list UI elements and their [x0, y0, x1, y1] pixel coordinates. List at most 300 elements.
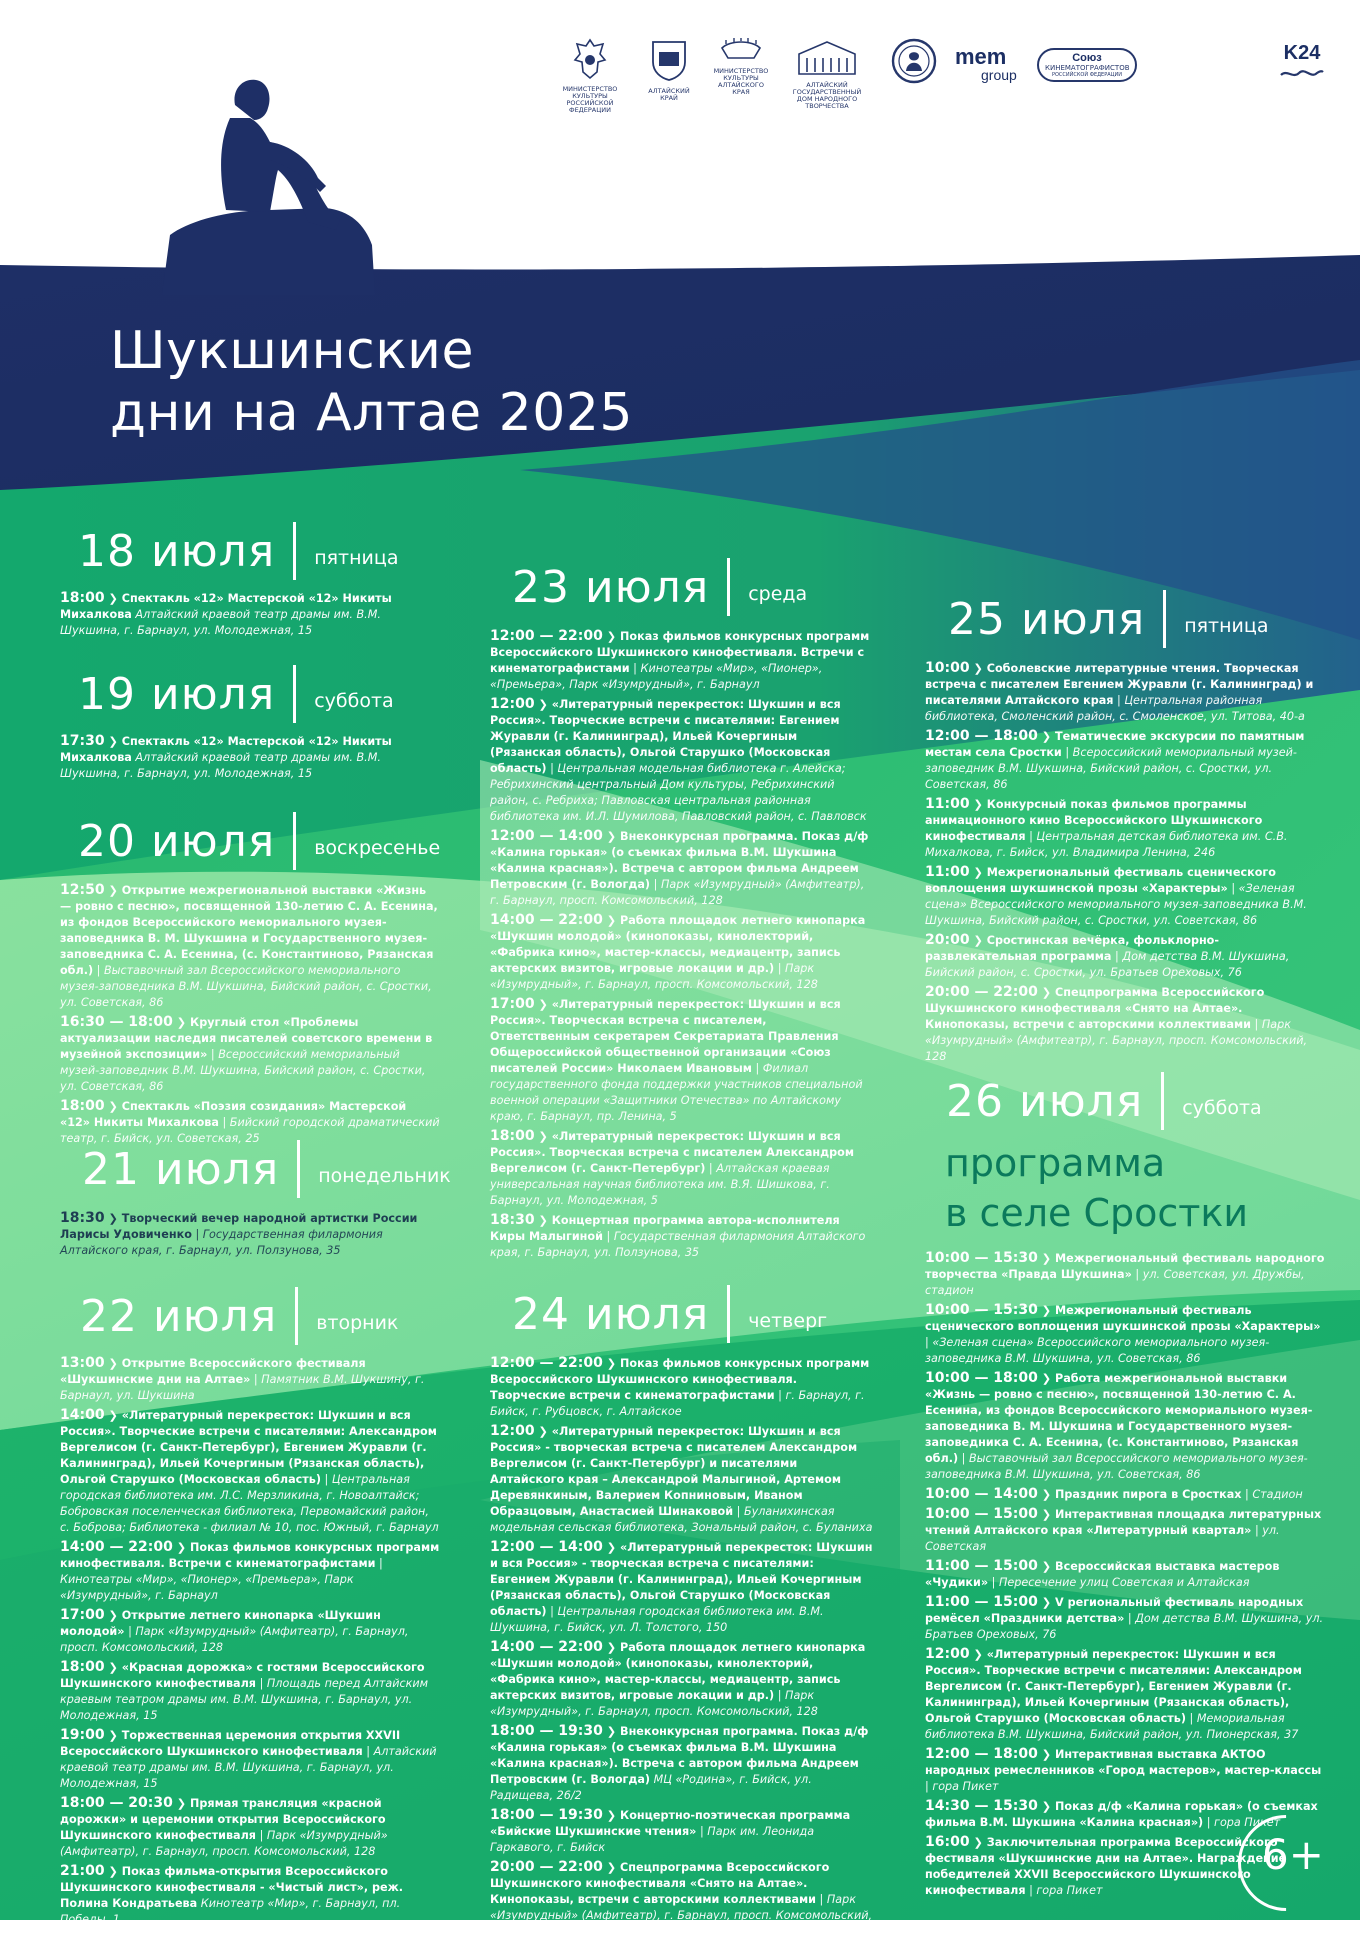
day-date: 26 июля: [946, 1075, 1144, 1127]
building-icon: [797, 38, 857, 76]
chevron-right-icon: ❯: [104, 884, 122, 897]
event-time: 12:00: [925, 1646, 970, 1662]
program-line-2: в селе Сростки: [945, 1191, 1249, 1235]
events-23: [490, 628, 870, 1264]
day-weekday: вторник: [316, 1312, 399, 1334]
chevron-right-icon: ❯: [1037, 1748, 1056, 1761]
event-item: [490, 1355, 875, 1420]
event-title: Соболевские литературные чтения. Творческая встреча с писателем Евгением Журавли (г. Калининград) и писателями Алтайского края: [925, 662, 1314, 707]
day-weekday: воскресенье: [314, 837, 441, 859]
event-place: | Всероссийский мемориальный музей-заповедник В.М. Шукшина, Бийский район, с. Сростки, ул. Советская, 86: [925, 746, 1297, 791]
event-title: Межрегиональный фестиваль народного творчества «Правда Шукшина»: [925, 1252, 1325, 1281]
day-date: 20 июля: [78, 815, 276, 867]
event-title: Работа площадок летнего кинопарка «Шукшин молодой» (кинопоказы, кинолекторий, «Фабрика кино», мастер-классы, медиацентр, запись актерских визитов, игровые локации и др.): [490, 914, 866, 975]
event-place: | Алтайский краевой театр драмы им. В.М. Шукшина, г. Барнаул, ул. Молодежная, 15: [60, 1745, 437, 1790]
chevron-right-icon: ❯: [969, 866, 987, 879]
seated-figure-silhouette: [150, 60, 390, 295]
event-time: 16:30 — 18:00: [60, 1014, 173, 1030]
event-item: [925, 1746, 1325, 1795]
chevron-right-icon: ❯: [602, 630, 621, 643]
event-item: [925, 1646, 1325, 1743]
chevron-right-icon: ❯: [104, 735, 122, 748]
event-place: | Дом детства В.М. Шукшина, Бийский район, с. Сростки, ул. Братьев Ореховых, 76: [925, 950, 1290, 979]
ministry-culture-russia-logo: [555, 38, 625, 114]
chevron-right-icon: ❯: [602, 1725, 621, 1738]
event-item: [490, 1128, 870, 1209]
event-title: «Литературный перекресток: Шукшин и вся Россия». Творческая встреча с писателем Александром Вергелисом (г. Санкт-Петербург): [490, 1130, 854, 1175]
event-title: Заключительная программа Всероссийского фестиваля «Шукшинские дни на Алтае». Награждение победителей XXVII Всероссийского Шукшинского кинофестиваля: [925, 1836, 1287, 1897]
event-item: [60, 1539, 440, 1604]
event-item: [60, 590, 430, 639]
events-25: [925, 660, 1320, 1068]
event-time: 10:00 — 15:30: [925, 1302, 1038, 1318]
event-time: 12:00 — 14:00: [490, 828, 603, 844]
day-divider: [1161, 1072, 1164, 1130]
event-title: Внеконкурсная программа. Показ д/ф «Калина горькая» (о съемках фильма В.М. Шукшина «Калина красная»). Встреча с автором фильма Андреем Петровским (г. Вологда): [490, 1725, 869, 1786]
event-time: 18:00: [490, 1128, 535, 1144]
event-time: 11:00 — 15:00: [925, 1558, 1038, 1574]
chevron-right-icon: ❯: [1037, 986, 1056, 999]
day-divider: [297, 1140, 300, 1198]
event-title: Показ фильмов конкурсных программ кинофестиваля. Встречи с кинематографистами: [60, 1541, 440, 1570]
event-time: 11:00: [925, 796, 970, 812]
event-item: [490, 1539, 875, 1636]
chevron-right-icon: ❯: [1037, 1560, 1056, 1573]
day-weekday: среда: [748, 583, 808, 605]
chevron-right-icon: ❯: [969, 934, 987, 947]
chevron-right-icon: ❯: [602, 1541, 621, 1554]
event-item: [490, 696, 870, 825]
event-item: [60, 1014, 440, 1095]
event-time: 11:00: [925, 864, 970, 880]
event-place: | Парк «Изумрудный» (Амфитеатр), г. Барнаул, просп. Комсомольский, 128: [60, 1829, 388, 1858]
chevron-right-icon: ❯: [1037, 1596, 1056, 1609]
event-place: | Филиал государственного фонда поддержки участников специальной военной операции «Защитники Отечества» по Алтайскому краю, г. Барнаул, пр. Ленина, 5: [490, 1062, 863, 1123]
event-item: [60, 1863, 440, 1928]
event-title: Тематические экскурсии по памятным местам села Сростки: [925, 730, 1305, 759]
event-item: [490, 1423, 875, 1536]
chevron-right-icon: ❯: [534, 1214, 552, 1227]
event-place: | Дом детства В.М. Шукшина, ул. Братьев Ореховых, 76: [925, 1612, 1324, 1641]
event-time: 19:00: [60, 1727, 105, 1743]
chevron-right-icon: ❯: [534, 1425, 552, 1438]
event-place: | гора Пикет: [1206, 1816, 1281, 1829]
event-title: Всероссийская выставка мастеров «Чудики»: [925, 1560, 1280, 1589]
event-time: 12:00: [490, 696, 535, 712]
event-place: | Площадь перед Алтайским краевым театром драмы им. В.М. Шукшина, г. Барнаул, ул. Молодежная, 15: [60, 1677, 429, 1722]
event-time: 14:00: [60, 1407, 105, 1423]
union-logo-caption: РОССИЙСКОЙ ФЕДЕРАЦИИ: [1051, 72, 1123, 78]
coat-of-arms-icon: [649, 38, 689, 82]
event-place: | Всероссийский мемориальный музей-заповедник В.М. Шукшина, Бийский район, с. Сростки, ул. Советская, 86: [60, 1048, 426, 1093]
event-title: V региональный фестиваль народных ремёсел «Праздники детства»: [925, 1596, 1304, 1625]
union-logo-title: Союз: [1072, 52, 1102, 64]
day-date: 23 июля: [512, 561, 710, 613]
event-item: [60, 1607, 440, 1656]
event-item: [60, 882, 440, 1011]
event-title: Внеконкурсная программа. Показ д/ф «Калина горькая» (о съемках фильма В.М. Шукшина «Калина красная»). Встреча с автором фильма Андреем Петровским (г. Вологда): [490, 830, 869, 891]
title-line-2: дни на Алтае 2025: [110, 383, 633, 443]
event-place: | Центральная городская библиотека им. В.М. Шукшина, г. Бийск, ул. Л. Толстого, 150: [490, 1605, 824, 1634]
event-place: | Алтайская краевая универсальная научная библиотека им. В.Я. Шишкова, г. Барнаул, ул. Молодежная, 5: [490, 1162, 830, 1207]
chevron-right-icon: ❯: [104, 1212, 122, 1225]
event-place: | Центральная модельная библиотека г. Алейска; Ребрихинский центральный Дом культуры, Ребрихинский район, с. Ребриха; Павловская центральная районная библиотека им. И.Л. Шумилова, Павловский район, с. Павловск: [490, 762, 867, 823]
event-item: [490, 1859, 875, 1940]
day-weekday: суббота: [1182, 1097, 1262, 1119]
event-item: [925, 660, 1320, 725]
day-divider: [727, 1285, 730, 1343]
event-time: 18:30: [60, 1210, 105, 1226]
festival-title: [110, 320, 633, 444]
altai-folk-art-house-logo: [787, 38, 867, 110]
day-divider: [1163, 590, 1166, 648]
event-place: | Парк им. Леонида Гаркавого, г. Бийск: [490, 1825, 815, 1854]
event-item: [490, 1807, 875, 1856]
chevron-right-icon: ❯: [1037, 1508, 1056, 1521]
chevron-right-icon: ❯: [534, 698, 552, 711]
event-time: 10:00: [925, 660, 970, 676]
event-item: [490, 1639, 875, 1720]
event-time: 18:00: [60, 590, 105, 606]
event-item: [60, 1407, 440, 1536]
event-title: Прямая трансляция «красной дорожки» и церемонии открытия Всероссийского Шукшинского кинофестиваля: [60, 1797, 386, 1842]
event-time: 14:30 — 15:30: [925, 1798, 1038, 1814]
chevron-right-icon: ❯: [1037, 1800, 1056, 1813]
event-time: 14:00 — 22:00: [490, 1639, 603, 1655]
event-place: | Парк «Изумрудный» (Амфитеатр), г. Барнаул, просп. Комсомольский, 128: [490, 878, 865, 907]
event-time: 12:00 — 22:00: [490, 628, 603, 644]
chevron-right-icon: ❯: [104, 1661, 122, 1674]
event-time: 10:00 — 15:30: [925, 1250, 1038, 1266]
event-place: | Парк «Изумрудный» (Амфитеатр), г. Барнаул, просп. Комсомольский, 128: [490, 1893, 873, 1938]
event-time: 18:00 — 20:30: [60, 1795, 173, 1811]
event-place: МЦ «Родина», г. Бийск, ул. Радищева, 26/2: [490, 1773, 812, 1802]
event-place: | Мемориальная библиотека В.М. Шукшина, Бийский район, ул. Пионерская, 37: [925, 1712, 1299, 1741]
event-time: 20:00: [925, 932, 970, 948]
eagle-emblem-icon: [573, 38, 607, 80]
event-item: [925, 864, 1320, 929]
chevron-right-icon: ❯: [1037, 1252, 1056, 1265]
event-title: Открытие Всероссийского фестиваля «Шукшинские дни на Алтае»: [60, 1357, 366, 1386]
logo3-caption: МИНИСТЕРСТВО КУЛЬТУРЫ АЛТАЙСКОГО КРАЯ: [713, 67, 769, 96]
chevron-right-icon: ❯: [534, 998, 552, 1011]
event-title: Работа площадок летнего кинопарка «Шукшин молодой» (кинопоказы, кинолекторий, «Фабрика кино», мастер-классы, медиацентр, запись актерских визитов, игровые локации и др.): [490, 1641, 866, 1702]
event-title: «Литературный перекресток: Шукшин и вся Россия» - творческая встреча с писателями: Евгением Журавли (г. Калининград), Ильей Кочергиным (Рязанская область), Ольгой Старушко (Московская область): [490, 1541, 873, 1618]
event-title: «Литературный перекресток: Шукшин и вся Россия». Творческие встречи с писателями: Александром Вергелисом (г. Санкт-Петербург), Евгением Журавли (г. Калининград), Ильей Кочергиным (Рязанская область), Ольгой Старушко (Московская область): [60, 1409, 437, 1486]
event-place: | Выставочный зал Всероссийского мемориального музея-заповедника В.М. Шукшина, ул. Советская, 86: [925, 1452, 1308, 1481]
chevron-right-icon: ❯: [602, 914, 621, 927]
event-place: | Парк «Изумрудный», г. Барнаул, просп. Комсомольский, 128: [490, 962, 818, 991]
day-header-21: [82, 1140, 451, 1198]
event-time: 10:00 — 18:00: [925, 1370, 1038, 1386]
event-item: [925, 1370, 1325, 1483]
events-21: [60, 1210, 440, 1262]
event-place: | Бийский городской драматический театр, г. Бийск, ул. Советская, 25: [60, 1116, 440, 1145]
event-place: | Государственная филармония Алтайского края, г. Барнаул, ул. Ползунова, 35: [490, 1230, 866, 1259]
logo4-caption: АЛТАЙСКИЙ ГОСУДАРСТВЕННЫЙ ДОМ НАРОДНОГО ТВОРЧЕСТВА: [792, 81, 862, 110]
day-header-23: [512, 558, 807, 616]
mem-group-logo: [955, 46, 1025, 82]
event-item: [60, 733, 430, 782]
chevron-right-icon: ❯: [969, 662, 987, 675]
chevron-right-icon: ❯: [602, 1357, 621, 1370]
day-weekday: четверг: [748, 1310, 828, 1332]
chevron-right-icon: ❯: [534, 1130, 552, 1143]
event-title: Сростинская вечёрка, фольклорно-развлекательная программа: [925, 934, 1220, 963]
event-title: Показ фильмов конкурсных программ Всероссийского Шукшинского кинофестиваля. Творческие встречи с кинематографистами: [490, 1357, 870, 1402]
event-title: Показ д/ф «Калина горькая» (о съемках фильма В.М. Шукшина «Калина красная»): [925, 1800, 1318, 1829]
event-time: 18:00 — 19:30: [490, 1807, 603, 1823]
day-header-22: [80, 1287, 398, 1345]
day-header-25: [948, 590, 1268, 648]
event-place: Алтайский краевой театр драмы им. В.М. Шукшина, г. Барнаул, ул. Молодежная, 15: [60, 608, 381, 637]
event-place: Алтайский краевой театр драмы им. В.М. Шукшина, г. Барнаул, ул. Молодежная, 15: [60, 751, 381, 780]
event-place: | гора Пикет: [1029, 1884, 1103, 1897]
event-title: «Литературный перекресток: Шукшин и вся Россия». Творческая встреча с писателем, Ответственным секретарем Секретариата Правления Общероссийской общественной организации «Союз писателей России» Николаем Ивановым: [490, 998, 841, 1075]
event-time: 17:00: [60, 1607, 105, 1623]
filmmakers-union-logo: [1037, 48, 1137, 82]
chevron-right-icon: ❯: [104, 1609, 122, 1622]
events-26: [925, 1250, 1325, 1902]
event-title: Межрегиональный фестиваль сценического воплощения шукшинской прозы «Характеры»: [925, 866, 1276, 895]
events-24: [490, 1355, 875, 1943]
events-18: [60, 590, 430, 642]
event-title: «Литературный перекресток: Шукшин и вся Россия». Творческие встречи с писателями: Евгением Журавли (г. Калининград), Ильей Кочергиным (Рязанская область), Ольгой Старушко (Московская область): [490, 698, 841, 775]
event-place: | «Зеленая сцена» Всероссийского мемориального музея-заповедника В.М. Шукшина, Бийский район, с. Сростки, ул. Советская, 86: [925, 882, 1307, 927]
event-place: | Парк «Изумрудный» (Амфитеатр), г. Барнаул, просп. Комсомольский, 128: [925, 1018, 1308, 1063]
event-title: Показ фильма-открытия Всероссийского Шукшинского кинофестиваля - «Чистый лист», реж. Полина Кондратьева: [60, 1865, 403, 1910]
event-item: [925, 1302, 1325, 1367]
event-item: [925, 728, 1320, 793]
event-item: [60, 1355, 440, 1404]
chevron-right-icon: ❯: [104, 1865, 122, 1878]
title-line-1: Шукшинские: [110, 321, 474, 381]
k24-logo-text: K24: [1283, 42, 1321, 64]
event-item: [490, 828, 870, 909]
wave-icon: [1279, 69, 1325, 79]
event-time: 20:00 — 22:00: [925, 984, 1038, 1000]
event-title: Конкурсный показ фильмов программы анимационного кино Всероссийского Шукшинского кинофестиваля: [925, 798, 1263, 843]
event-time: 18:00 — 19:30: [490, 1723, 603, 1739]
event-time: 11:00 — 15:00: [925, 1594, 1038, 1610]
day-divider: [727, 558, 730, 616]
event-title: «Красная дорожка» с гостями Всероссийского Шукшинского кинофестиваля: [60, 1661, 425, 1690]
event-time: 12:00 — 18:00: [925, 728, 1038, 744]
day-date: 25 июля: [948, 593, 1146, 645]
event-title: Работа межрегиональной выставки «Жизнь — ровно с песню», посвященной 130-летию С. А. Есенина, из фондов Всероссийского мемориального музея-заповедника В. М. Шукшина и Государственного музея-заповедника С. А. Есенина, (с. Константиново, Рязанская обл.): [925, 1372, 1313, 1465]
chevron-right-icon: ❯: [1037, 1488, 1056, 1501]
event-title: Праздник пирога в Сростках: [1055, 1488, 1242, 1501]
event-place: | Центральная городская библиотека им. Л.С. Мерзликина, г. Новоалтайск; Бобровская поселенческая библиотека, Первомайский район, с. Боброва; Библиотека - филиал № 10, пос. Южный, г. Барнаул: [60, 1473, 439, 1534]
chevron-right-icon: ❯: [969, 1648, 987, 1661]
event-item: [925, 1250, 1325, 1299]
event-title: Открытие летнего кинопарка «Шукшин молодой»: [60, 1609, 381, 1638]
events-19: [60, 733, 430, 785]
day-weekday: пятница: [314, 547, 399, 569]
event-title: Спецпрограмма Всероссийского Шукшинского кинофестиваля «Снято на Алтае». Кинопоказы, встречи с авторскими коллективами: [490, 1861, 830, 1906]
crown-icon: [720, 38, 762, 62]
day-divider: [295, 1287, 298, 1345]
event-place: | Парк «Изумрудный», г. Барнаул, просп. Комсомольский, 128: [490, 1689, 818, 1718]
event-title: Концертно-поэтическая программа «Бийские Шукшинские чтения»: [490, 1809, 851, 1838]
event-time: 16:00: [925, 1834, 970, 1850]
event-time: 10:00 — 15:00: [925, 1506, 1038, 1522]
event-title: Межрегиональный фестиваль сценического воплощения шукшинской прозы «Характеры»: [925, 1304, 1321, 1333]
event-item: [490, 628, 870, 693]
event-time: 17:30: [60, 733, 105, 749]
event-title: Открытие межрегиональной выставки «Жизнь — ровно с песню», посвященной 130-летию С. А. Есенина, из фондов Всероссийского мемориального музея-заповедника В. М. Шукшина и Государственного музея-заповедника С. А. Есенина, (с. Константиново, Рязанская обл.): [60, 884, 438, 977]
day-divider: [293, 665, 296, 723]
k24-logo: [1277, 42, 1327, 83]
chevron-right-icon: ❯: [969, 798, 987, 811]
ministry-culture-altai-logo: [713, 38, 769, 96]
chevron-right-icon: ❯: [602, 1861, 621, 1874]
event-title: Спецпрограмма Всероссийского Шукшинского кинофестиваля «Снято на Алтае». Кинопоказы, встречи с авторскими коллективами: [925, 986, 1265, 1031]
event-item: [925, 796, 1320, 861]
day-header-19: [78, 665, 394, 723]
event-place: | гора Пикет: [925, 1780, 999, 1793]
event-time: 20:00 — 22:00: [490, 1859, 603, 1875]
event-place: | Стадион: [1245, 1488, 1303, 1501]
program-line-1: программа: [945, 1141, 1166, 1185]
day-date: 24 июля: [512, 1288, 710, 1340]
logo2-caption: АЛТАЙСКИЙ КРАЙ: [648, 87, 690, 102]
event-place: | Парк «Изумрудный» (Амфитеатр), г. Барнаул, просп. Комсомольский, 128: [60, 1625, 409, 1654]
event-item: [60, 1659, 440, 1724]
logo1-caption: МИНИСТЕРСТВО КУЛЬТУРЫ РОССИЙСКОЙ ФЕДЕРАЦИИ: [562, 85, 618, 114]
chevron-right-icon: ❯: [172, 1797, 191, 1810]
day-date: 21 июля: [82, 1143, 280, 1195]
event-time: 12:00 — 22:00: [490, 1355, 603, 1371]
event-place: | ул. Советская, ул. Дружбы, стадион: [925, 1268, 1305, 1297]
event-item: [490, 1212, 870, 1261]
day-divider: [293, 812, 296, 870]
event-title: Спектакль «12» Мастерской «12» Никиты Михалкова: [60, 735, 392, 764]
event-title: Интерактивная выставка АКТОО народных ремесленников «Город мастеров», мастер-классы: [925, 1748, 1322, 1777]
group-logo-text: group: [981, 67, 1017, 83]
event-time: 12:00 — 14:00: [490, 1539, 603, 1555]
union-logo-subtitle: КИНЕМАТОГРАФИСТОВ: [1045, 64, 1130, 72]
shukshin-museum-logo: [889, 38, 939, 88]
chevron-right-icon: ❯: [104, 1357, 122, 1370]
event-item: [60, 1795, 440, 1860]
chevron-right-icon: ❯: [172, 1541, 191, 1554]
event-place: | Центральная районная библиотека, Смоленский район, с. Смоленское, ул. Титова, 40-а: [925, 694, 1305, 723]
srostki-program-heading: [945, 1138, 1248, 1238]
chevron-right-icon: ❯: [104, 592, 122, 605]
day-date: 22 июля: [80, 1290, 278, 1342]
event-time: 17:00: [490, 996, 535, 1012]
chevron-right-icon: ❯: [172, 1016, 191, 1029]
event-item: [490, 912, 870, 993]
event-item: [925, 1506, 1325, 1555]
events-20: [60, 882, 440, 1150]
event-title: Спектакль «12» Мастерской «12» Никиты Михалкова: [60, 592, 392, 621]
event-time: 21:00: [60, 1863, 105, 1879]
event-place: | Государственная филармония Алтайского края, г. Барнаул, ул. Ползунова, 35: [60, 1228, 383, 1257]
chevron-right-icon: ❯: [602, 1641, 621, 1654]
altai-krai-logo: [643, 38, 695, 102]
chevron-right-icon: ❯: [602, 830, 621, 843]
chevron-right-icon: ❯: [969, 1836, 987, 1849]
event-time: 12:00: [490, 1423, 535, 1439]
event-place: | Памятник В.М. Шукшину, г. Барнаул, ул. Шукшина: [60, 1373, 425, 1402]
chevron-right-icon: ❯: [104, 1409, 122, 1422]
event-time: 12:50: [60, 882, 105, 898]
event-place: | Кинотеатры «Мир», «Пионер», «Премьера», Парк «Изумрудный», г. Барнаул: [490, 662, 823, 691]
day-header-26: [946, 1072, 1262, 1130]
event-place: | г. Барнаул, г. Бийск, г. Рубцовск, г. Алтайское: [490, 1389, 865, 1418]
event-place: | ул. Советская: [925, 1524, 1280, 1553]
chevron-right-icon: ❯: [104, 1729, 122, 1742]
event-item: [925, 1558, 1325, 1591]
chevron-right-icon: ❯: [1037, 1372, 1056, 1385]
event-place: | Буланихинская модельная сельская библиотека, Зональный район, с. Буланиха: [490, 1505, 873, 1534]
age-rating: 6+: [1262, 1830, 1324, 1879]
event-time: 18:00: [60, 1659, 105, 1675]
event-title: «Литературный перекресток: Шукшин и вся Россия». Творческие встречи с писателями: Александром Вергелисом (г. Санкт-Петербург), Евгением Журавли (г. Калининград), Ильей Кочергиным (Рязанская область), Ольгой Старушко (Московская область): [925, 1648, 1302, 1725]
day-weekday: суббота: [314, 690, 394, 712]
day-header-20: [78, 812, 440, 870]
day-header-24: [512, 1285, 827, 1343]
event-title: Спектакль «Поэзия созидания» Мастерской «12» Никиты Михалкова: [60, 1100, 407, 1129]
event-item: [60, 1727, 440, 1792]
event-item: [925, 1486, 1325, 1503]
event-item: [925, 1594, 1325, 1643]
day-weekday: понедельник: [318, 1165, 451, 1187]
event-item: [925, 932, 1320, 981]
partner-logos: [555, 38, 1335, 118]
event-place: | Выставочный зал Всероссийского мемориального музея-заповедника В.М. Шукшина, Бийский район, с. Сростки, ул. Советская, 86: [60, 964, 432, 1009]
event-item: [490, 996, 870, 1125]
event-time: 13:00: [60, 1355, 105, 1371]
day-header-18: [78, 522, 398, 580]
event-time: 12:00 — 18:00: [925, 1746, 1038, 1762]
event-title: Интерактивная площадка литературных чтений Алтайского края «Литературный квартал»: [925, 1508, 1322, 1537]
event-time: 18:00: [60, 1098, 105, 1114]
event-place: | Пересечение улиц Советская и Алтайская: [991, 1576, 1250, 1589]
event-title: Концертная программа автора-исполнителя Киры Малыгиной: [490, 1214, 840, 1243]
event-title: Творческий вечер народной артистки России Ларисы Удовиченко: [60, 1212, 418, 1241]
event-time: 18:30: [490, 1212, 535, 1228]
round-portrait-emblem-icon: [891, 38, 937, 84]
event-title: «Литературный перекресток: Шукшин и вся Россия» - творческая встреча с писателем Александром Вергелисом (г. Санкт-Петербург) и писателями Алтайского края – Александрой Малыгиной, Артемом Деревянкиным, Валерием Копниновым, Иваном Образцовым, Анастасией Шинаковой: [490, 1425, 858, 1518]
event-time: 14:00 — 22:00: [490, 912, 603, 928]
event-place: | «Зеленая сцена» Всероссийского мемориального музея-заповедника В.М. Шукшина, ул. Советская, 86: [925, 1336, 1270, 1365]
event-title: Торжественная церемония открытия XXVII Всероссийского Шукшинского кинофестиваля: [60, 1729, 401, 1758]
events-22: [60, 1355, 440, 1931]
chevron-right-icon: ❯: [1037, 1304, 1056, 1317]
event-place: Кинотеатр «Мир», г. Барнаул, пл. Победы, 1: [60, 1897, 401, 1926]
event-title: Круглый стол «Проблемы актуализации наследия писателей советского времени в музейной экспозиции»: [60, 1016, 433, 1061]
chevron-right-icon: ❯: [104, 1100, 122, 1113]
event-place: | Кинотеатры «Мир», «Пионер», «Премьера», Парк «Изумрудный», г. Барнаул: [60, 1557, 383, 1602]
event-item: [60, 1210, 440, 1259]
event-place: | Центральная детская библиотека им. С.В. Михалкова, г. Бийск, ул. Владимира Ленина, 246: [925, 830, 1288, 859]
day-date: 18 июля: [78, 525, 276, 577]
event-title: Показ фильмов конкурсных программ Всероссийского Шукшинского кинофестиваля. Встречи с кинематографистами: [490, 630, 870, 675]
chevron-right-icon: ❯: [1037, 730, 1056, 743]
mem-logo-text: mem: [955, 44, 1007, 69]
event-item: [490, 1723, 875, 1804]
day-divider: [293, 522, 296, 580]
day-date: 19 июля: [78, 668, 276, 720]
event-item: [925, 984, 1320, 1065]
event-time: 14:00 — 22:00: [60, 1539, 173, 1555]
event-time: 10:00 — 14:00: [925, 1486, 1038, 1502]
day-weekday: пятница: [1184, 615, 1269, 637]
chevron-right-icon: ❯: [602, 1809, 621, 1822]
